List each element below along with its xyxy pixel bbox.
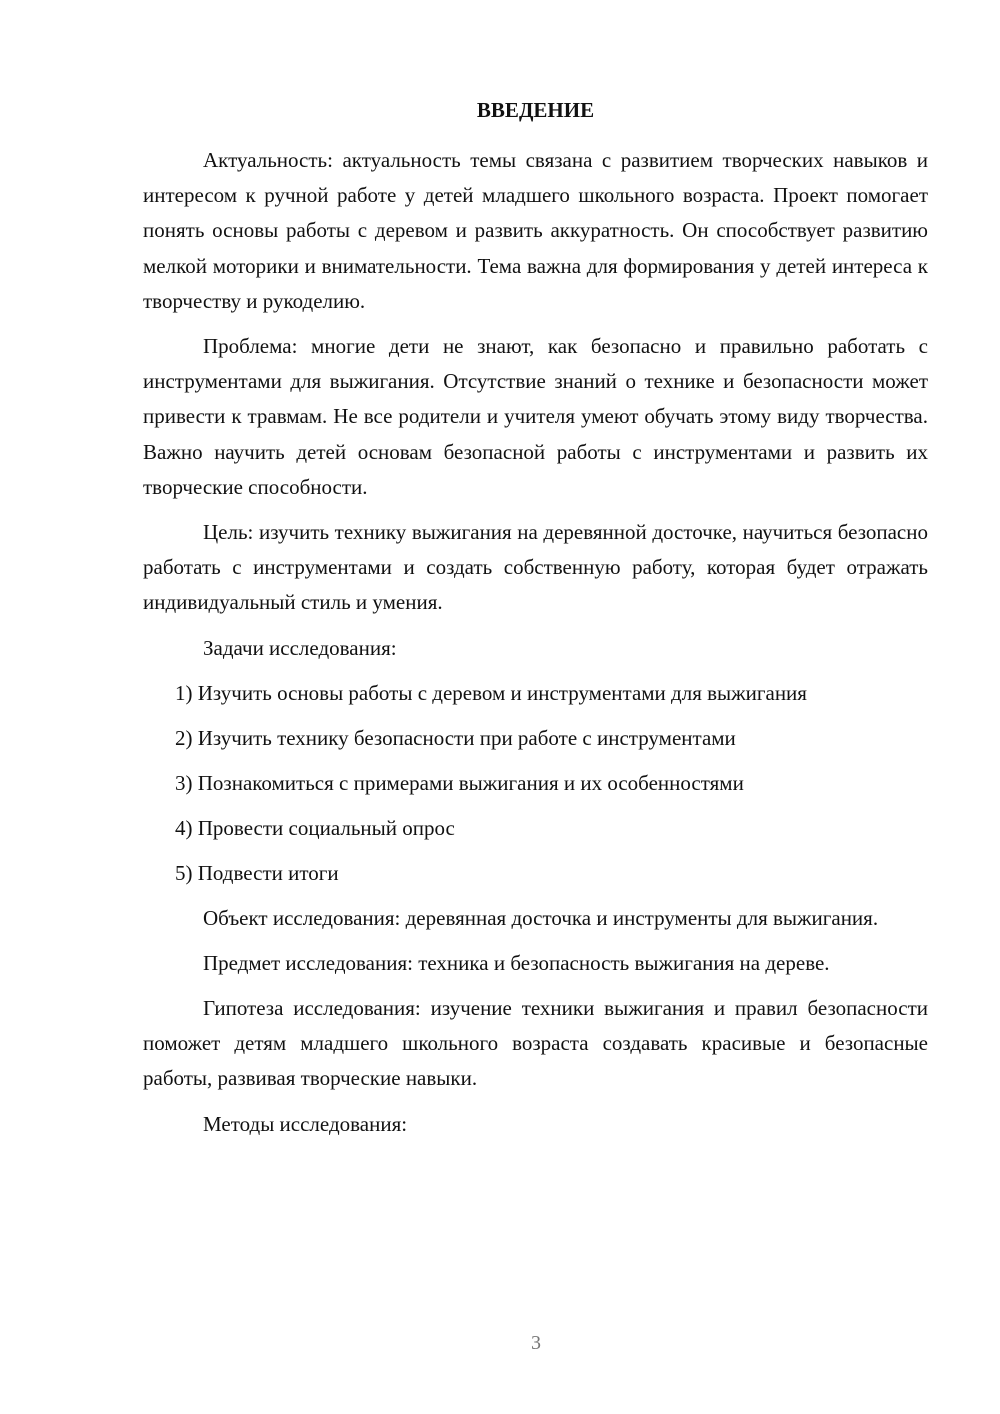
- object-paragraph: Объект исследования: деревянная досточка и инструменты для выжигания.: [203, 905, 879, 930]
- goal-paragraph: Цель: изучить технику выжигания на деревянной досточке, научиться безопасно работать с инструментами и создать собственную работу, которая будет отражать индивидуальный стиль и умения.: [143, 520, 928, 615]
- page-title: ВВЕДЕНИЕ: [476, 98, 595, 122]
- task-item: 3) Познакомиться с примерами выжигания и их особенностями: [175, 770, 744, 795]
- tasks-heading: Задачи исследования:: [203, 635, 397, 660]
- task-item: 4) Провести социальный опрос: [175, 815, 455, 840]
- relevance-paragraph: Актуальность: актуальность темы связана с развитием творческих навыков и интересом к ручной работе у детей младшего школьного возраста. Проект помогает понять основы работы с деревом и развить аккуратность. Он способствует развитию мелкой моторики и внимательности. Тема важна для формирования у детей интереса к творчеству и рукоделию.: [143, 148, 928, 313]
- task-item: 2) Изучить технику безопасности при работе с инструментами: [175, 725, 736, 750]
- document-page: [143, 94, 928, 1152]
- methods-heading: Методы исследования:: [203, 1111, 408, 1136]
- task-item: 1) Изучить основы работы с деревом и инструментами для выжигания: [175, 680, 807, 705]
- hypothesis-paragraph: Гипотеза исследования: изучение техники выжигания и правил безопасности поможет детям младшего школьного возраста создавать красивые и безопасные работы, развивая творческие навыки.: [143, 996, 928, 1091]
- task-item: 5) Подвести итоги: [175, 860, 339, 885]
- page-number: 3: [531, 1332, 541, 1354]
- problem-paragraph: Проблема: многие дети не знают, как безопасно и правильно работать с инструментами для выжигания. Отсутствие знаний о технике и безопасности может привести к травмам. Не все родители и учителя умеют обучать этому виду творчества. Важно научить детей основам безопасной работы с инструментами и развить их творческие способности.: [143, 334, 928, 499]
- tasks-list: [143, 676, 928, 891]
- subject-paragraph: Предмет исследования: техника и безопасность выжигания на дереве.: [203, 950, 830, 975]
